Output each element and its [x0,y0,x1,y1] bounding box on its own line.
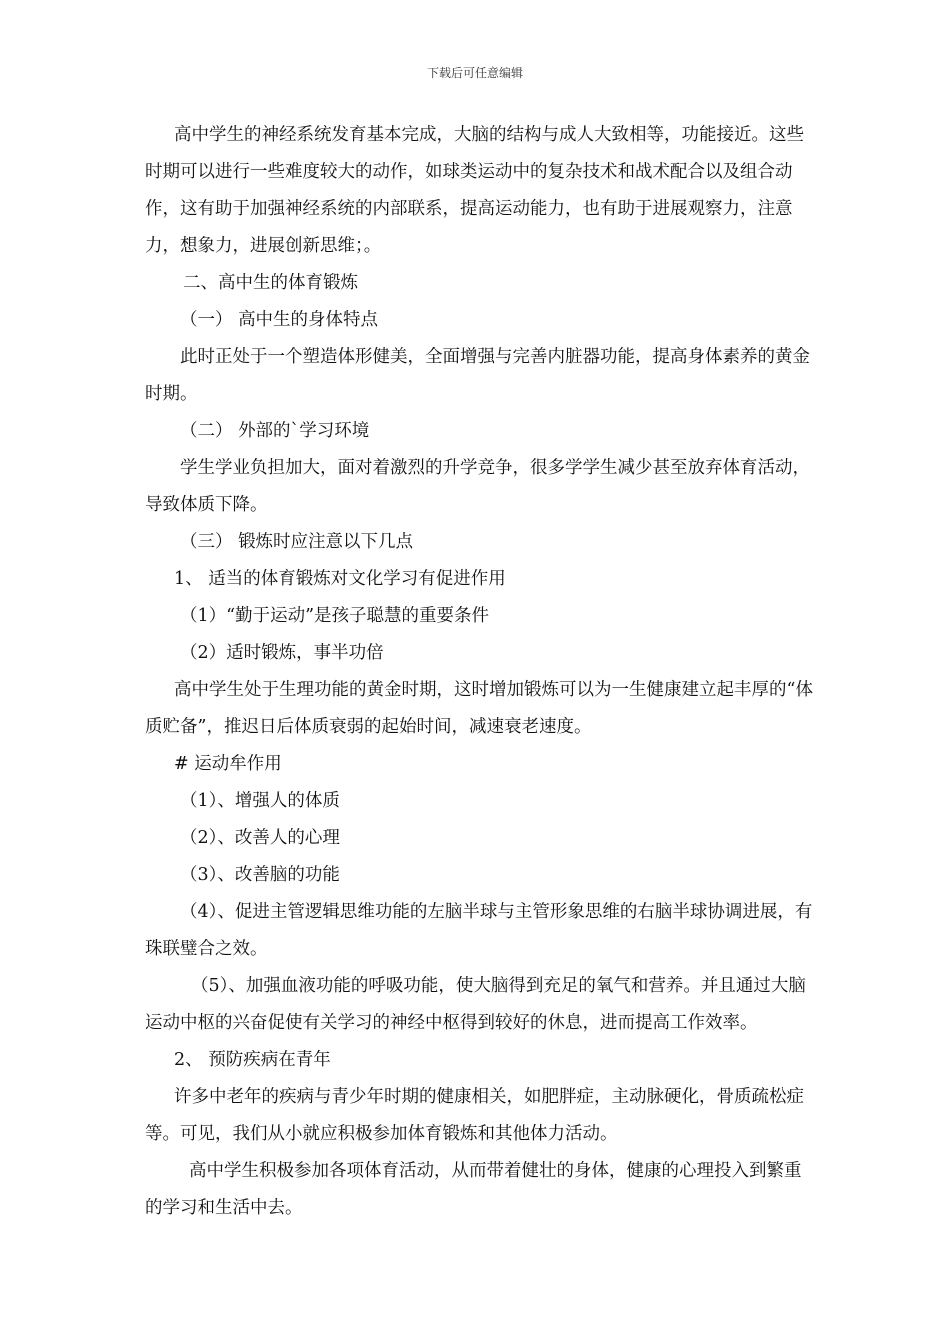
list-item-1: 1、 适当的体育锻炼对文化学习有促进作用 [174,569,506,589]
effect-item-3: （3）、改善脑的功能 [180,865,340,885]
section-heading-pe: 二、高中生的体育锻炼 [183,273,358,293]
paragraph-neural-development: 高中学生的神经系统发育基本完成，大脑的结构与成人大致相等，功能接近。这些时期可以进行一些难度较大的动作，如球类运动中的复杂技术和战术配合以及组合动作，这有助于加强神经系统的内部联系，提高运动能力，也有助于进展观察力，注意力，想象力，进展创新思维；。 [145,125,804,256]
document-body [145,117,815,1227]
paragraph-disease-prevention: 许多中老年的疾病与青少年时期的健康相关，如肥胖症，主动脉硬化，骨质疏松症等。可见，我们从小就应积极参加体育锻炼和其他体力活动。 [145,1087,804,1144]
subheading-learning-environment: （二） 外部的`学习环境 [180,421,370,441]
paragraph-learning-environment: 学生学业负担加大，面对着激烈的升学竞争，很多学学生减少甚至放弃体育活动，导致体质下降。 [145,458,810,515]
effect-item-2: （2）、改善人的心理 [180,828,340,848]
paragraph-physical-reserve: 高中学生处于生理功能的黄金时期，这时增加锻炼可以为一生健康建立起丰厚的“体质贮备”，推迟日后体质衰弱的起始时间，减速衰老速度。 [145,680,813,737]
subheading-exercise-notes: （三） 锻炼时应注意以下几点 [180,532,414,552]
list-item-1-1: （1）“勤于运动”是孩子聪慧的重要条件 [180,606,490,626]
paragraph-conclusion: 高中学生积极参加各项体育活动，从而带着健壮的身体，健康的心理投入到繁重的学习和生活中去。 [145,1161,802,1218]
effect-item-5: （5）、加强血液功能的呼吸功能，使大脑得到充足的氧气和营养。并且通过大脑运动中枢的兴奋促使有关学习的神经中枢得到较好的休息，进而提高工作效率。 [145,976,806,1033]
subheading-body-features: （一） 高中生的身体特点 [180,310,379,330]
list-item-1-2: （2）适时锻炼，事半功倍 [180,643,384,663]
paragraph-body-features: 此时正处于一个塑造体形健美，全面增强与完善内脏器功能，提高身体素养的黄金时期。 [145,347,810,404]
heading-sport-effects: # 运动牟作用 [174,754,282,774]
page-header-watermark: 下载后可任意编辑 [426,66,523,80]
effect-item-1: （1）、增强人的体质 [180,791,340,811]
list-item-2: 2、 预防疾病在青年 [174,1050,331,1070]
effect-item-4: （4）、促进主管逻辑思维功能的左脑半球与主管形象思维的右脑半球协调进展，有珠联璧合之效。 [145,902,813,959]
